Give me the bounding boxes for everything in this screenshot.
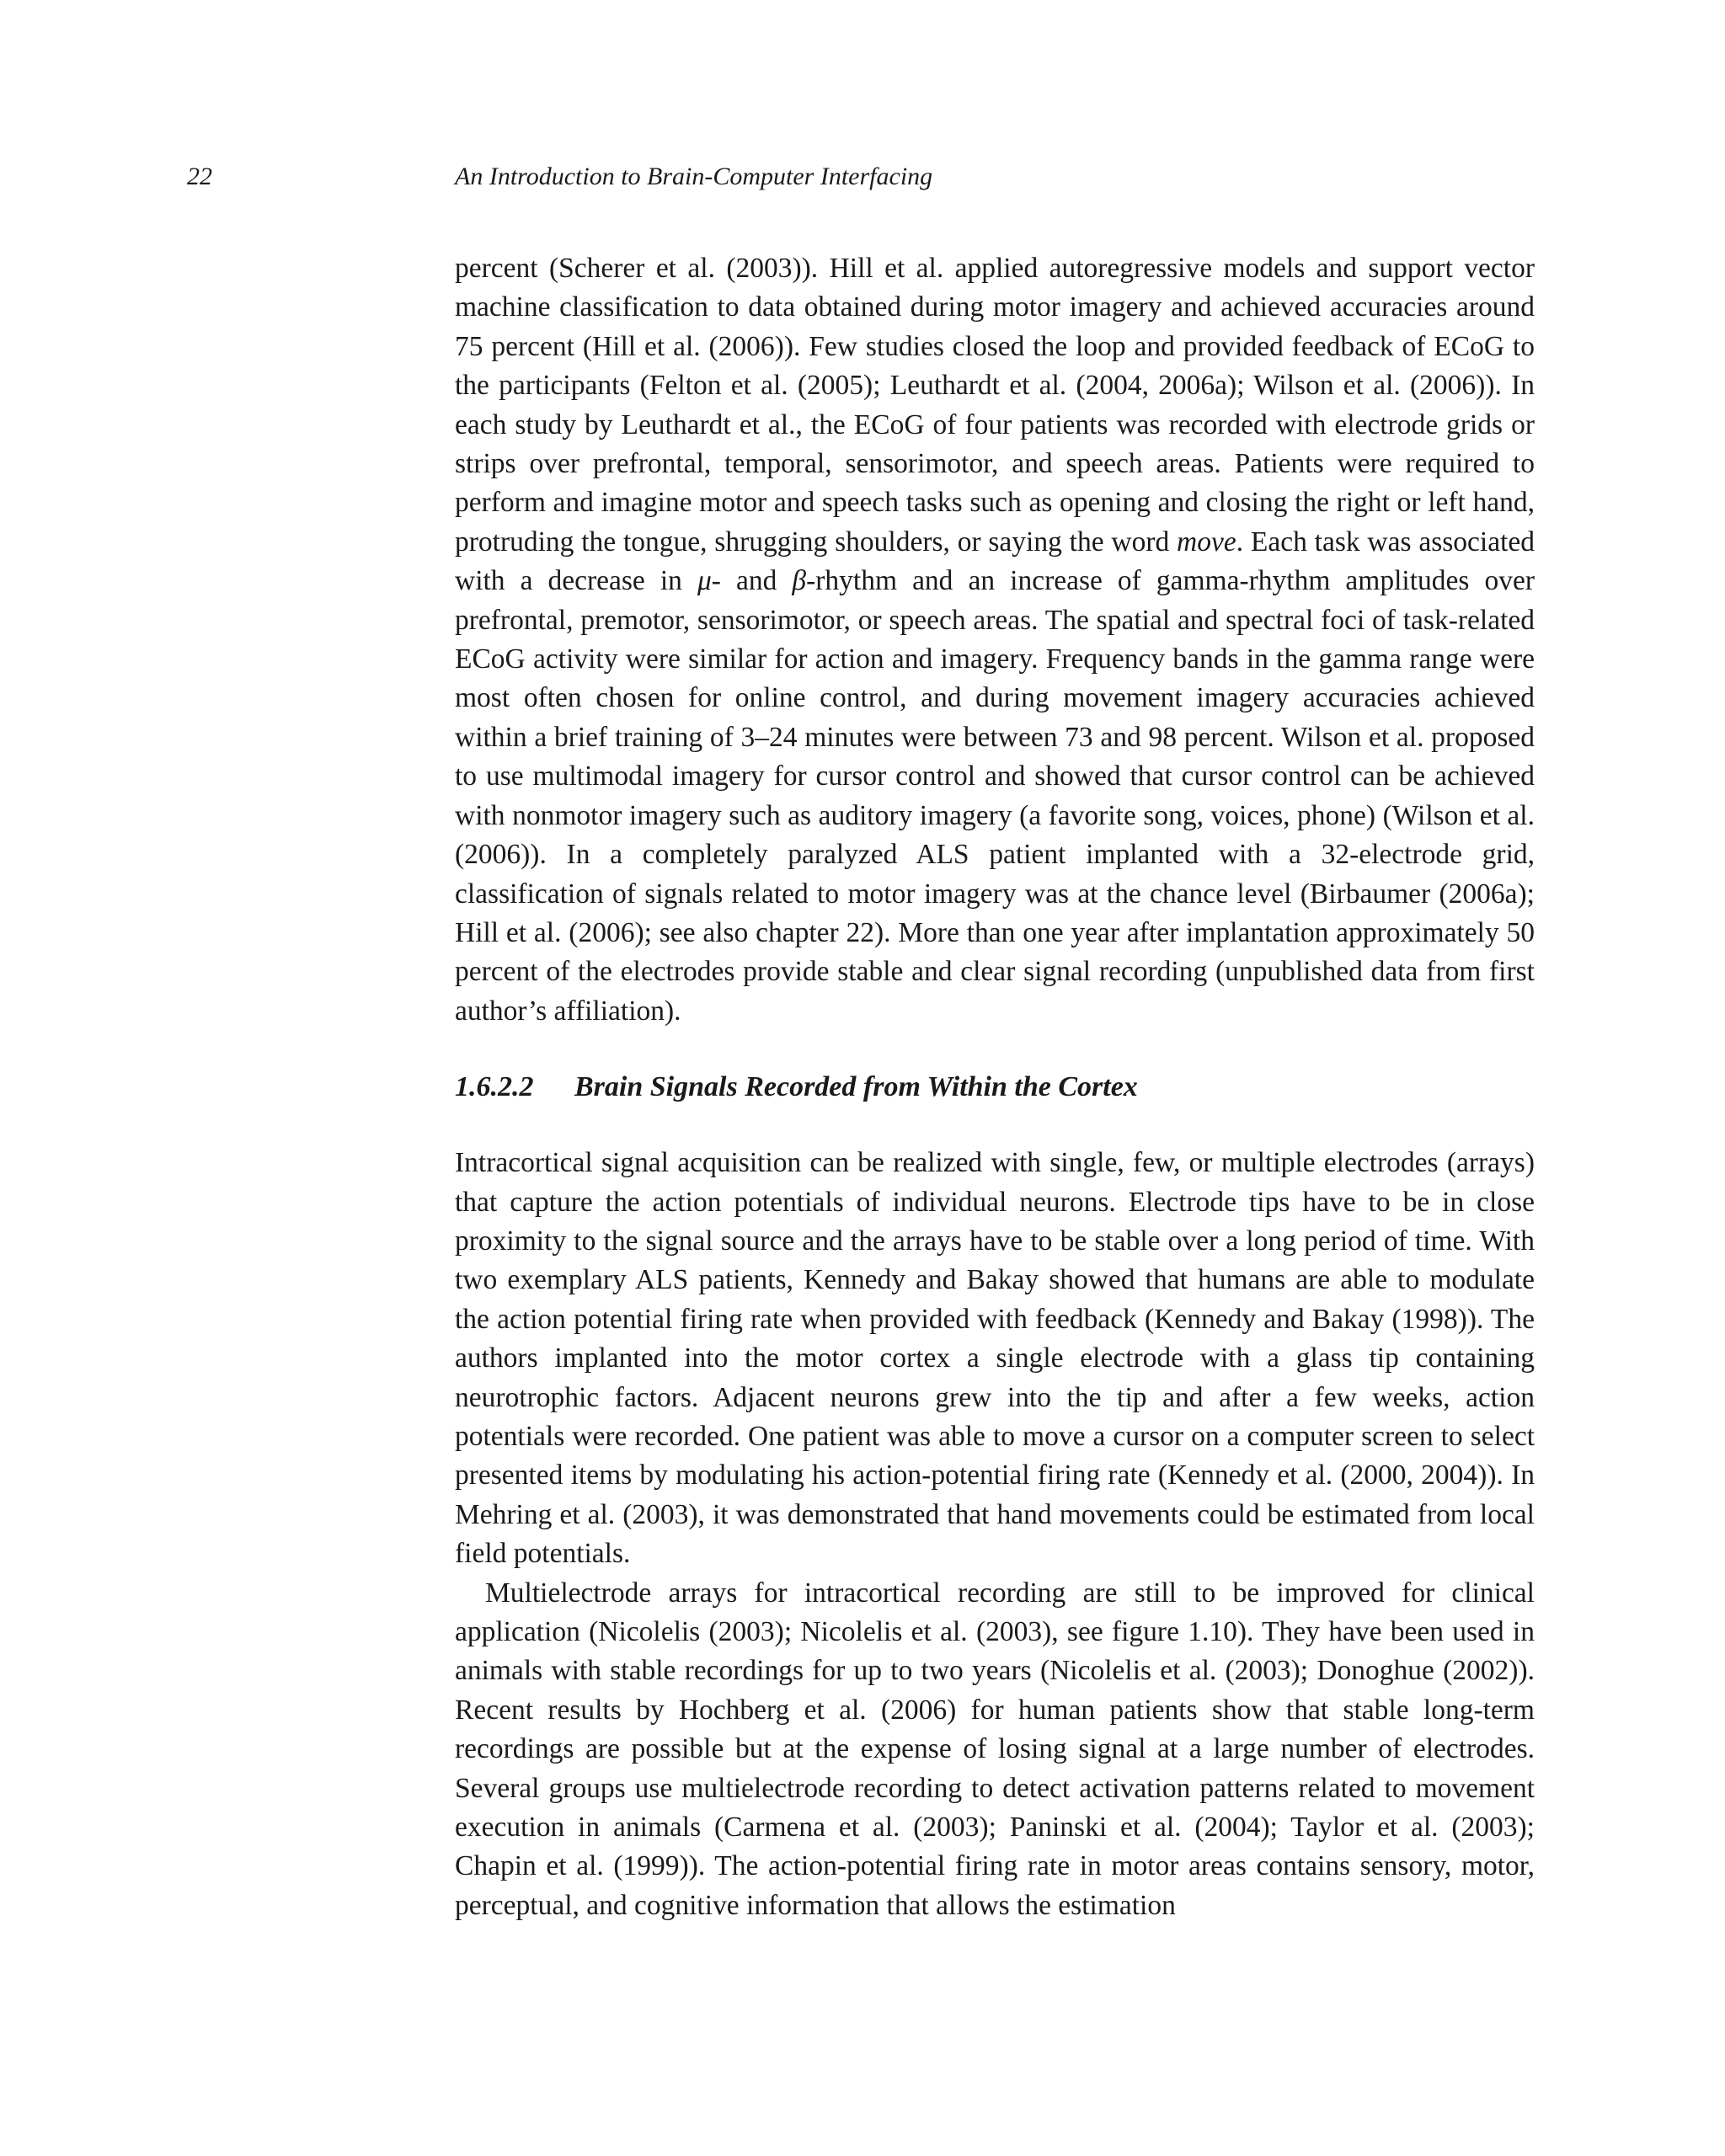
mu-symbol: μ [697,565,712,597]
page-number: 22 [187,163,212,190]
section-title: Brain Signals Recorded from Within the Cortex [574,1071,1138,1103]
section-number: 1.6.2.2 [455,1071,534,1103]
section-heading [455,1068,1535,1107]
paragraph-text: percent (Scherer et al. (2003)). Hill et al. applied autoregressive models and support vector machine classification to data obtained during motor imagery and achieved accuracies around 75 percent (Hill et al. (2006)). Few studies closed the loop and provided feedback of ECoG to the participants (Felton et al. (2005); Leuthardt et al. (2004, 2006a); Wilson et al. (2006)). In each study by Leuthardt et al., the ECoG of four patients was recorded with electrode grids or strips over prefrontal, temporal, sensorimotor, and speech areas. Patients were required to perform and imagine motor and speech tasks such as opening and closing the right or left hand, protruding the tongue, shrugging shoulders, or saying the word [455,253,1535,558]
paragraph-ecog-studies [455,249,1535,1031]
paragraph-intracortical: Intracortical signal acquisition can be realized with single, few, or multiple electrodes (arrays) that capture the action potentials of individual neurons. Electrode tips have to be in close proximity to the signal source and the arrays have to be stable over a long period of time. With two exemplary ALS patients, Kennedy and Bakay showed that humans are able to modulate the action potential firing rate when provided with feedback (Kennedy and Bakay (1998)). The authors implanted into the motor cortex a single electrode with a glass tip containing neurotrophic factors. Adjacent neurons grew into the tip and after a few weeks, action potentials were recorded. One patient was able to move a cursor on a computer screen to select presented items by modulating his action-potential firing rate (Kennedy et al. (2000, 2004)). In Mehring et al. (2003), it was demonstrated that hand movements could be estimated from local field potentials. [455,1147,1535,1570]
paragraph-text: . Each task was associated with a decrease in [455,526,1535,597]
beta-symbol: β [792,565,807,597]
emphasized-word: move [1177,526,1236,558]
paragraph-text: - and [711,565,793,597]
text-block [455,249,1535,1925]
running-head [0,163,1725,200]
paragraph-text: -rhythm and an increase of gamma-rhythm amplitudes over prefrontal, premotor, sensorimotor, or speech areas. The spatial and spectral foci of task-related ECoG activity were similar for action and imagery. Frequency bands in the gamma range were most often chosen for online control, and during movement imagery accuracies achieved within a brief training of 3–24 minutes were between 73 and 98 percent. Wilson et al. proposed to use multimodal imagery for cursor control and showed that cursor control can be achieved with nonmotor imagery such as auditory imagery (a favorite song, voices, phone) (Wilson et al. (2006)). In a completely paralyzed ALS patient implanted with a 32-electrode grid, classification of signals related to motor imagery was at the chance level (Birbaumer (2006a); Hill et al. (2006); see also chapter 22). More than one year after implantation approximately 50 percent of the electrodes provide stable and clear signal recording (unpublished data from first author’s affiliation). [455,565,1535,1027]
book-title: An Introduction to Brain-Computer Interfacing [455,163,933,190]
paragraph-multielectrode: Multielectrode arrays for intracortical recording are still to be improved for clinical application (Nicolelis (2003); Nicolelis et al. (2003), see figure 1.10). They have been used in animals with stable recordings for up to two years (Nicolelis et al. (2003); Donoghue (2002)). Recent results by Hochberg et al. (2006) for human patients show that stable long-term recordings are possible but at the expense of losing signal at a large number of electrodes. Several groups use multielectrode recording to detect activation patterns related to movement execution in animals (Carmena et al. (2003); Paninski et al. (2004); Taylor et al. (2003); Chapin et al. (1999)). The action-potential firing rate in motor areas contains sensory, motor, perceptual, and cognitive information that allows the estimation [455,1577,1535,1921]
